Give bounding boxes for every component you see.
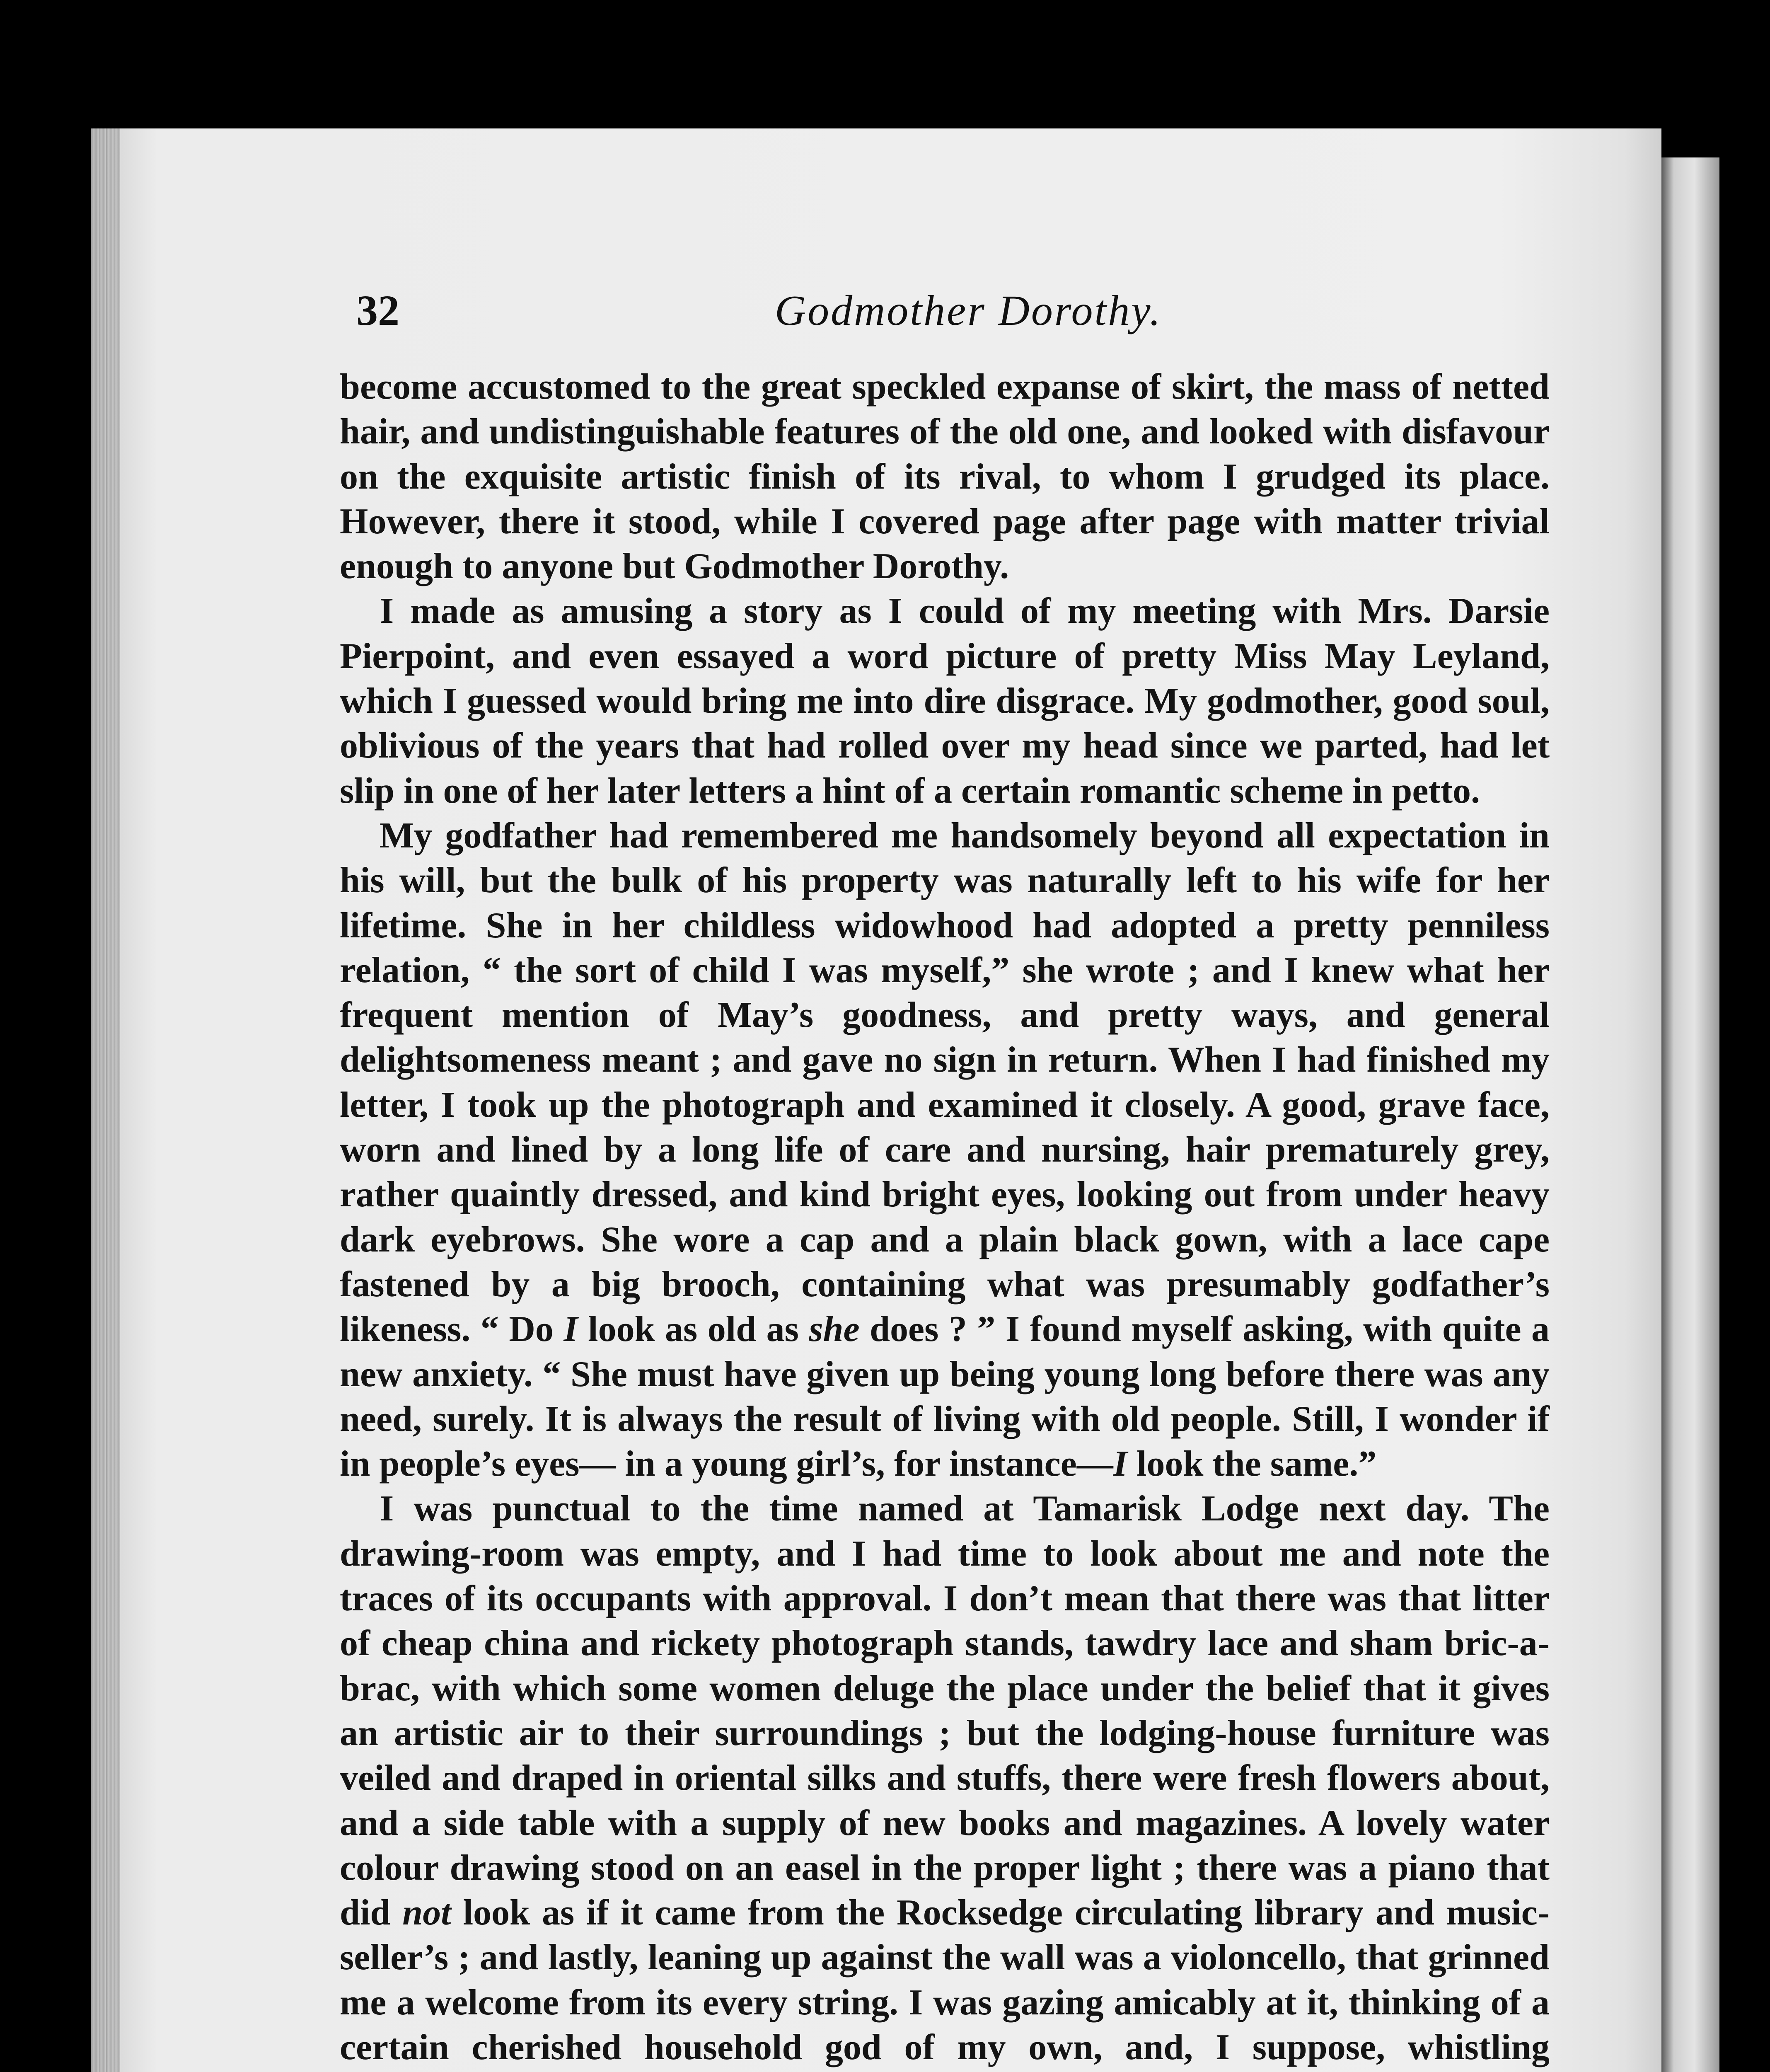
paragraph-3-text-b: look as old as xyxy=(578,1309,809,1350)
paragraph-4-text-b: look as if it came from the Rocksedge circulating library and music-seller’s ; and lastly, leaning up against the wall was a violoncello, that grinned me a welcome from its every string. I was gazing amicably at it, thinking of a certain cherished household god of my own, and, I suppose, whistling xyxy=(340,1893,1550,2067)
emphasis-i-2: I xyxy=(1113,1444,1128,1484)
emphasis-she: she xyxy=(809,1309,860,1350)
paragraph-2: I made as amusing a story as I could of my meeting with Mrs. Darsie Pierpoint, and even essayed a word picture of pretty Miss May Leyland, which I guessed would bring me into dire disgrace. My godmother, good soul, oblivious of the years that had rolled over my head since we parted, had let slip in one of her later letters a hint of a certain romantic scheme in petto. xyxy=(340,591,1550,811)
paragraph-3-text-c: does ? ” I found myself asking, with quite a new anxiety. “ She must have given up being young long before there was any need, surely. It is always the result of living with old people. Still, I wonder if in people’s eyes— in a young girl’s, for instance— xyxy=(340,1309,1550,1484)
book-gutter xyxy=(91,128,120,2072)
paragraph-3-text-a: My godfather had remembered me handsomely beyond all expectation in his will, but the bulk of his property was naturally left to his wife for her lifetime. She in her childless widowhood had adopted a pretty penniless relation, “ the sort of child I was myself,” she wrote ; and I knew what her frequent mention of May’s goodness, and pretty ways, and general delightsomeness meant ; and gave no sign in return. When I had finished my letter, I took up the photograph and examined it closely. A good, grave face, worn and lined by a long life of care and nursing, hair prematurely grey, rather quaintly dressed, and kind bright eyes, looking out from under heavy dark eyebrows. She wore a cap and a plain black gown, with a lace cape fastened by a big brooch, containing what was presumably godfather’s likeness. “ Do xyxy=(340,815,1550,1350)
running-title: Godmother Dorothy. xyxy=(775,287,1162,334)
page-edge xyxy=(1661,157,1719,2072)
paragraph-3-text-d: look the same.” xyxy=(1127,1444,1377,1484)
paragraph-1: become accustomed to the great speckled expanse of skirt, the mass of netted hair, and undistinguishable features of the old one, and looked with disfavour on the exquisite artistic finish of its rival, to whom I grudged its place. However, there it stood, while I covered page after page with matter trivial enough to anyone but Godmother Dorothy. xyxy=(340,367,1550,587)
emphasis-not: not xyxy=(402,1893,451,1933)
emphasis-i: I xyxy=(563,1309,578,1350)
body-text xyxy=(340,365,1550,2072)
page-number: 32 xyxy=(356,287,399,334)
page-header xyxy=(356,286,1599,352)
paragraph-4 xyxy=(340,1486,1550,2072)
paragraph-3 xyxy=(340,813,1550,1486)
paragraph-4-text-a: I was punctual to the time named at Tamarisk Lodge next day. The drawing-room was empty, and I had time to look about me and note the traces of its occupants with approval. I don’t mean that there was that litter of cheap china and rickety photograph stands, tawdry lace and sham bric-a-brac, with which some women deluge the place under the belief that it gives an artistic air to their surroundings ; but the lodging-house furniture was veiled and draped in oriental silks and stuffs, there were fresh flowers about, and a side table with a supply of new books and magazines. A lovely water colour drawing stood on an easel in the proper light ; there was a piano that did xyxy=(340,1489,1550,1933)
